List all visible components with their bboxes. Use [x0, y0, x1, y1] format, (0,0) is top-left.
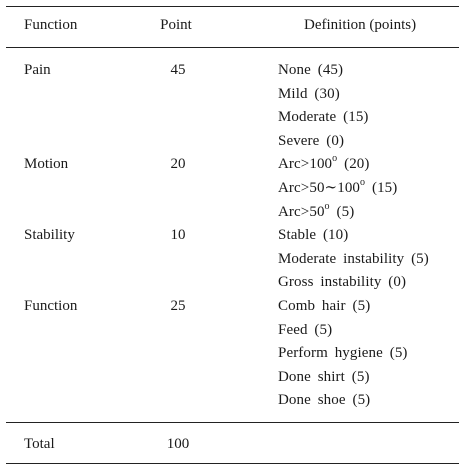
definition-line: Mild (30)	[278, 85, 340, 102]
definition-line: None (45)	[278, 62, 344, 78]
definition-line: Severe (0)	[278, 132, 345, 149]
degree-superscript: o	[332, 153, 338, 165]
definition-points: (20)	[337, 156, 370, 173]
top-rule	[6, 6, 459, 7]
total-label: Total	[24, 436, 55, 452]
definition-line: Moderate (15)	[278, 109, 369, 126]
total-rule	[6, 422, 459, 423]
definition-line	[278, 177, 398, 196]
row-function-label: Motion	[24, 156, 69, 173]
degree-superscript: o	[324, 200, 330, 212]
definition-line: Feed (5)	[278, 321, 333, 338]
definition-text: Arc>50∼100	[278, 180, 361, 196]
definition-line	[278, 153, 370, 173]
degree-superscript: o	[360, 177, 366, 188]
definition-points: (5)	[329, 203, 355, 220]
definition-line: Gross instability (0)	[278, 274, 407, 291]
row-function-label: Stability	[24, 227, 75, 244]
definition-points: (15)	[365, 180, 398, 196]
definition-line: Done shoe (5)	[278, 392, 371, 409]
definition-text: Arc>50	[278, 203, 325, 220]
row-function-label: Function	[24, 298, 78, 314]
definition-line: Stable (10)	[278, 227, 349, 244]
header-rule	[6, 47, 459, 48]
definition-line: Comb hair (5)	[278, 298, 371, 314]
score-table: Function Point Definition (points) Pain 45 None (45) Mild (30) Moderate (15) Severe (0) Motion 20 $Arc>100^o$ (20) $Arc>50\sim 100^o$ (15) $Arc>50^o$ (5) Stability 10 Stable (10) Moderate instability (5) Gross instability (0) Function 25 Comb hair (5) Feed (5) Perform hygiene (5) Done shirt (5) Done shoe (5) Total 100	[6, 6, 459, 464]
definition-line: Perform hygiene (5)	[278, 345, 408, 362]
definition-line	[278, 200, 355, 220]
header-function: Function	[24, 17, 78, 33]
bottom-rule	[6, 463, 459, 464]
header-definition: Definition (points)	[304, 17, 417, 33]
definition-line: Done shirt (5)	[278, 368, 370, 385]
definition-line: Moderate instability (5)	[278, 250, 429, 267]
definition-text: Arc>100	[278, 156, 333, 173]
row-function-label: Pain	[24, 62, 51, 78]
